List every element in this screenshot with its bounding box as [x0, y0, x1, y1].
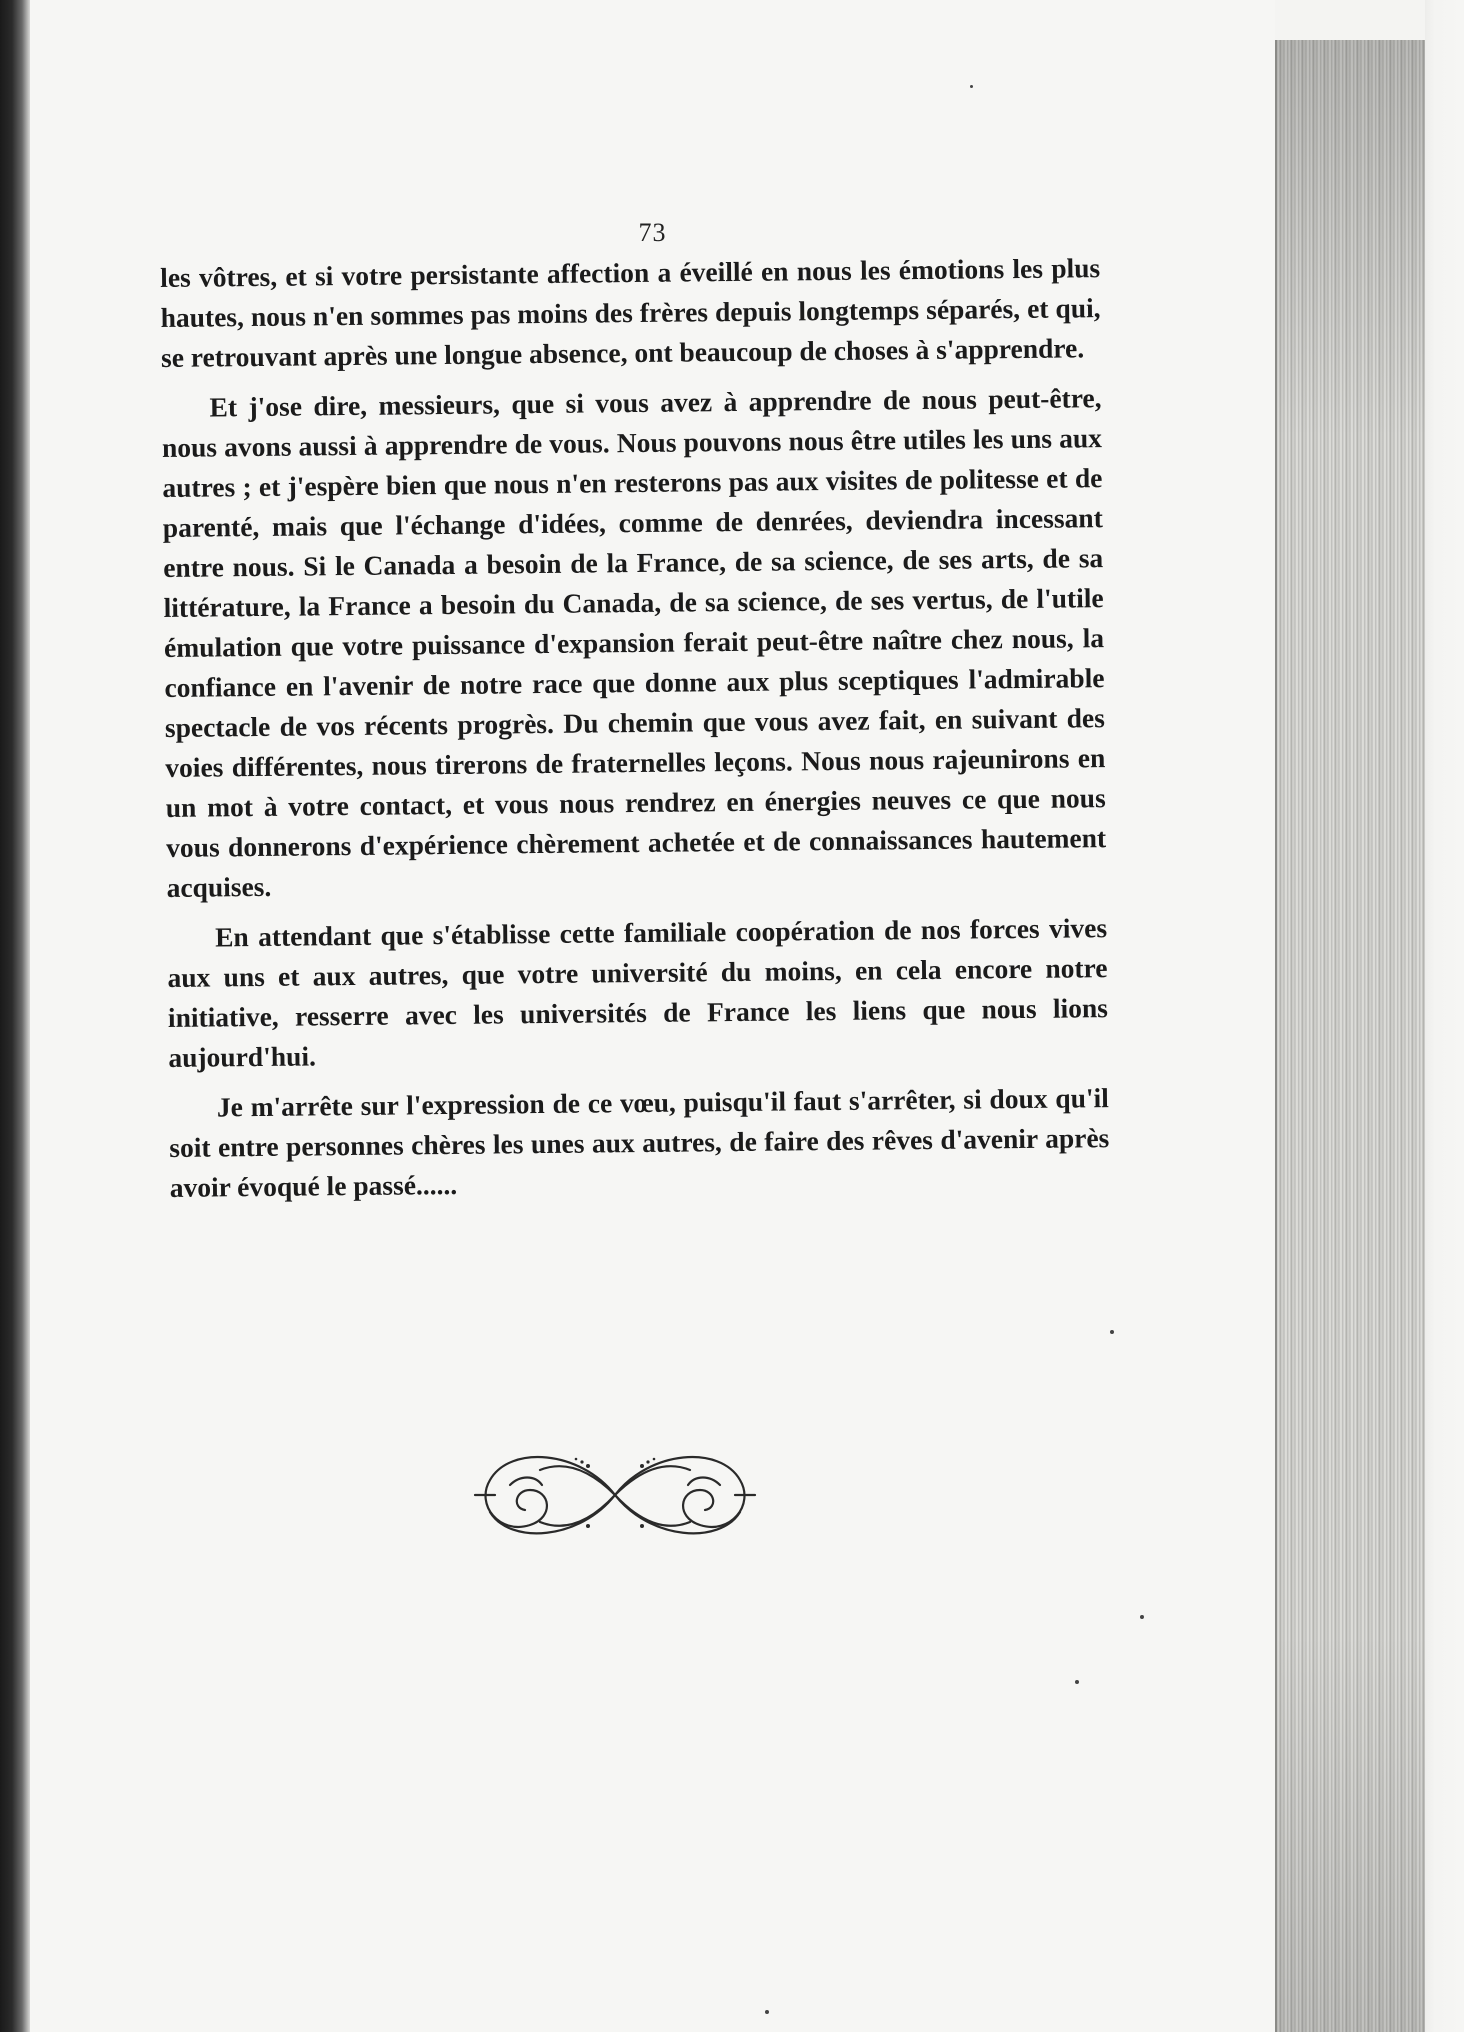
paragraph-1: les vôtres, et si votre persistante affection a éveillé en nous les émotions les plus hautes, nous n'en sommes pas moins des frères depuis longtemps séparés, et qui, se retrouvant après une longue absence, ont beaucoup de choses à s'apprendre. — [160, 252, 1101, 373]
paper-speck — [970, 85, 973, 88]
page-edges-stack — [1275, 40, 1427, 2032]
paper-speck — [1140, 1615, 1144, 1619]
paper-speck — [1110, 1330, 1114, 1334]
book-page — [30, 0, 1275, 2032]
body-text — [160, 248, 1110, 1218]
paragraph-2: Et j'ose dire, messieurs, que si vous avez à apprendre de nous peut-être, nous avons aussi à apprendre de vous. Nous pouvons nous être utiles les uns aux autres ; et j'espère bien que nous n'en resterons pas aux visites de politesse et de parenté, mais que l'échange d'idées, comme de denrées, deviendra incessant entre nous. Si le Canada a besoin de la France, de sa science, de ses arts, de sa littérature, la France a besoin du Canada, de sa science, de ses vertus, de l'utile émulation que votre puissance d'expansion ferait peut-être naître chez nous, la confiance en l'avenir de notre race que donne aux plus sceptiques l'admirable spectacle de vos récents progrès. Du chemin que vous avez fait, en suivant des voies différentes, nous tirerons de fraternelles leçons. Nous nous rajeunirons en un mot à votre contact, et vous nous rendrez en énergies neuves ce que nous vous donnerons d'expérience chèrement achetée et de connaissances hautement acquises. — [161, 382, 1107, 903]
paragraph-4: Je m'arrête sur l'expression de ce vœu, puisqu'il faut s'arrêter, si doux qu'il soit entre personnes chères les unes aux autres, de faire des rêves d'avenir après avoir évoqué le passé...... — [169, 1082, 1110, 1203]
paragraph-3: En attendant que s'établisse cette familiale coopération de nos forces vives aux uns et aux autres, que votre université du moins, en cela encore notre initiative, resserre avec les universités de France les liens que nous lions aujourd'hui. — [167, 912, 1109, 1073]
page-number: 73 — [638, 218, 667, 247]
paper-speck — [1075, 1680, 1079, 1684]
background-margin — [1425, 0, 1464, 2032]
paper-speck — [765, 2010, 769, 2014]
decorative-flourish-icon — [470, 1440, 760, 1550]
book-gutter-shadow — [0, 0, 30, 2032]
